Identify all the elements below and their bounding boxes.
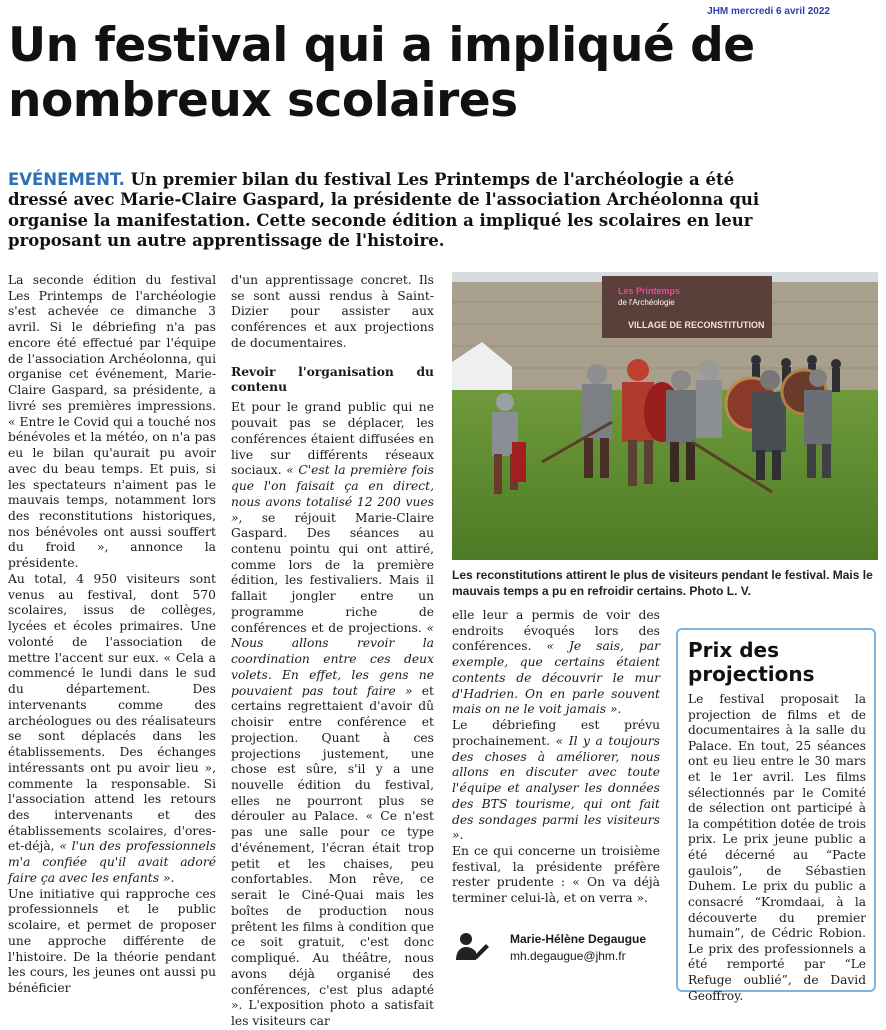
text: .	[459, 828, 464, 843]
text: Le débriefing est prévu prochainement.	[452, 718, 660, 748]
paragraph	[231, 400, 434, 1029]
author-email[interactable]: mh.degaugue@jhm.fr	[510, 949, 626, 963]
banner-text: VILLAGE DE RECONSTITUTION	[628, 320, 765, 330]
paragraph: d'un apprentissage concret. Ils se sont aussi rendus à Saint-Dizier pour assister aux conférences et aux projections de documentaires.	[231, 273, 434, 350]
reenactment-photo	[452, 272, 878, 560]
article-column-2	[231, 273, 434, 1030]
text: elle leur a permis de voir des endroits évoqués lors des conférences.	[452, 608, 660, 654]
paragraph	[452, 718, 660, 844]
article-photo	[452, 272, 878, 560]
subheading: Revoir l'organisation du contenu	[231, 363, 434, 395]
quote: « l'un des professionnels m'a confiée qu'il avait adoré faire ça avec les enfants »	[8, 839, 216, 885]
paragraph: La seconde édition du festival Les Printemps de l'archéologie s'est achevée ce dimanche 3 avril. Si le débriefing n'a pas encore été effectué par l'équipe de l'association Archéolonna, qui organise cet événement, Marie-Claire Gaspard, sa présidente, a livré ses premières impressions. « Entre le Covid qui a touché nos bénévoles et la météo, on n'a pas eu le bilan qu'aurait pu avoir avec du beau temps. Et puis, si les spectateurs n'aiment pas le mauvais temps, notamment lors des reconstitutions historiques, nos bénévoles ont aussi souffert du froid », annonce la présidente.	[8, 273, 216, 571]
standfirst	[8, 170, 766, 251]
quote: « Nous allons revoir la coordination entre ces deux volets. En effet, les gens ne pouvaient pas tout faire »	[231, 620, 434, 698]
text: , se réjouit Marie-Claire Gaspard. Des séances au contenu pointu qui ont attiré, comme lors de la première édition, les festivaliers. Mais il fallait jongler entre un programme riche de conférences et de projections.	[231, 510, 434, 635]
text: Au total, 4 950 visiteurs sont venus au festival, dont 570 scolaires, issus de collèges, lycées et écoles primaires. Une volonté de l'association de mettre l'accent sur eux. « Cela a commencé le lundi dans le sud du département. Des intervenants comme des archéologues ou des réalisateurs se sont déplacés dans les établissements. Des échanges intéressants ont pu avoir lieu », commente la responsable. Si l'association attend les retours des intervenants et des établissements scolaires, d'ores-et-déjà,	[8, 571, 216, 854]
article-column-1	[8, 273, 216, 997]
text: .	[617, 702, 622, 717]
paragraph: En ce qui concerne un troisième festival, la présidente préfère rester prudente : « On va déjà terminer celui-là, et on verra ».	[452, 844, 660, 906]
author-name: Marie-Hélène Degaugue	[510, 932, 647, 946]
article-column-3	[452, 608, 660, 907]
paragraph	[8, 572, 216, 887]
text: .	[170, 870, 175, 885]
author-signature	[452, 930, 662, 968]
photo-caption: Les reconstitutions attirent le plus de visiteurs pendant le festival. Mais le mauvais temps a pu en refroidir certains. Photo L. V.	[452, 568, 873, 598]
quote: « C'est la première fois que l'on faisait ça en direct, nous avons totalisé 12 200 vues »	[231, 463, 434, 525]
kicker: EVÉNEMENT.	[8, 170, 125, 189]
banner-text: de l'Archéologie	[618, 298, 675, 307]
standfirst-text: Un premier bilan du festival Les Printemps de l'archéologie a été dressé avec Marie-Claire Gaspard, la présidente de l'association Archéolonna qui organise la manifestation. Cette seconde édition a impliqué les scolaires en leur proposant un autre apprentissage de l'histoire.	[8, 170, 760, 250]
quote: « Il y a toujours des choses à améliorer, nous allons en discuter avec toute l'équipe et analyser les données des BTS tourisme, qui ont fait des sondages parmi les visiteurs »	[452, 733, 660, 843]
dateline: JHM mercredi 6 avril 2022	[707, 6, 830, 17]
sidebar-box	[676, 628, 876, 1003]
sidebar-title: Prix des projections	[688, 638, 815, 686]
quote: « Je sais, par exemple, que certains étaient contents de découvrir le mur d'Hadrien. On en parle souvent mais on ne le voit jamais »	[452, 639, 660, 717]
author-writing-icon	[454, 930, 490, 966]
paragraph: Une initiative qui rapproche ces professionnels et le public scolaire, et permet de proposer une approche différente de l'histoire. De la théorie pendant les cours, les jeunes ont aussi pu bénéficier	[8, 886, 216, 996]
headline: Un festival qui a impliqué de nombreux scolaires	[8, 18, 755, 129]
banner-text: Les Printemps	[618, 286, 681, 296]
text: Et pour le grand public qui ne pouvait pas se déplacer, les conférences étaient diffusées en live sur différents réseaux sociaux.	[231, 400, 434, 478]
paragraph	[452, 608, 660, 718]
sidebar-text: Le festival proposait la projection de films et de documentaires à la salle du Palace. En tout, 25 séances ont eu lieu entre le 30 mars et le 1er avril. Les films sélectionnés par le Comité de sélection ont participé à la compétition dotée de trois prix. Le prix jeune public a été décerné au “Pacte gaulois”, de Sébastien Duhem. Le prix du public a consacré “Kromdaai, à la découverte du premier humain”, de Cédric Robion. Le prix des professionnels a été remporté par “Le Refuge oublié”, de David Geoffroy.	[688, 692, 866, 1003]
text: et certains regrettaient d'avoir dû choisir entre conférence et projection. Quant à ces projections justement, une chose est sûre, s'il y a une nouvelle édition du festival, elles ne pourront plus se dérouler au Palace. « Ce n'est pas une salle pour ce type d'événement, l'écran était trop petit et les chaises, peu confortables. Mon rêve, ce serait le Ciné-Quai mais les boîtes de production nous prêtent les films à condition que ce soit gratuit, c'est donc compliqué. Au théâtre, nous avons déjà organisé des conférences, c'est plus adapté ». L'exposition photo a satisfait les visiteurs car	[231, 683, 434, 1029]
